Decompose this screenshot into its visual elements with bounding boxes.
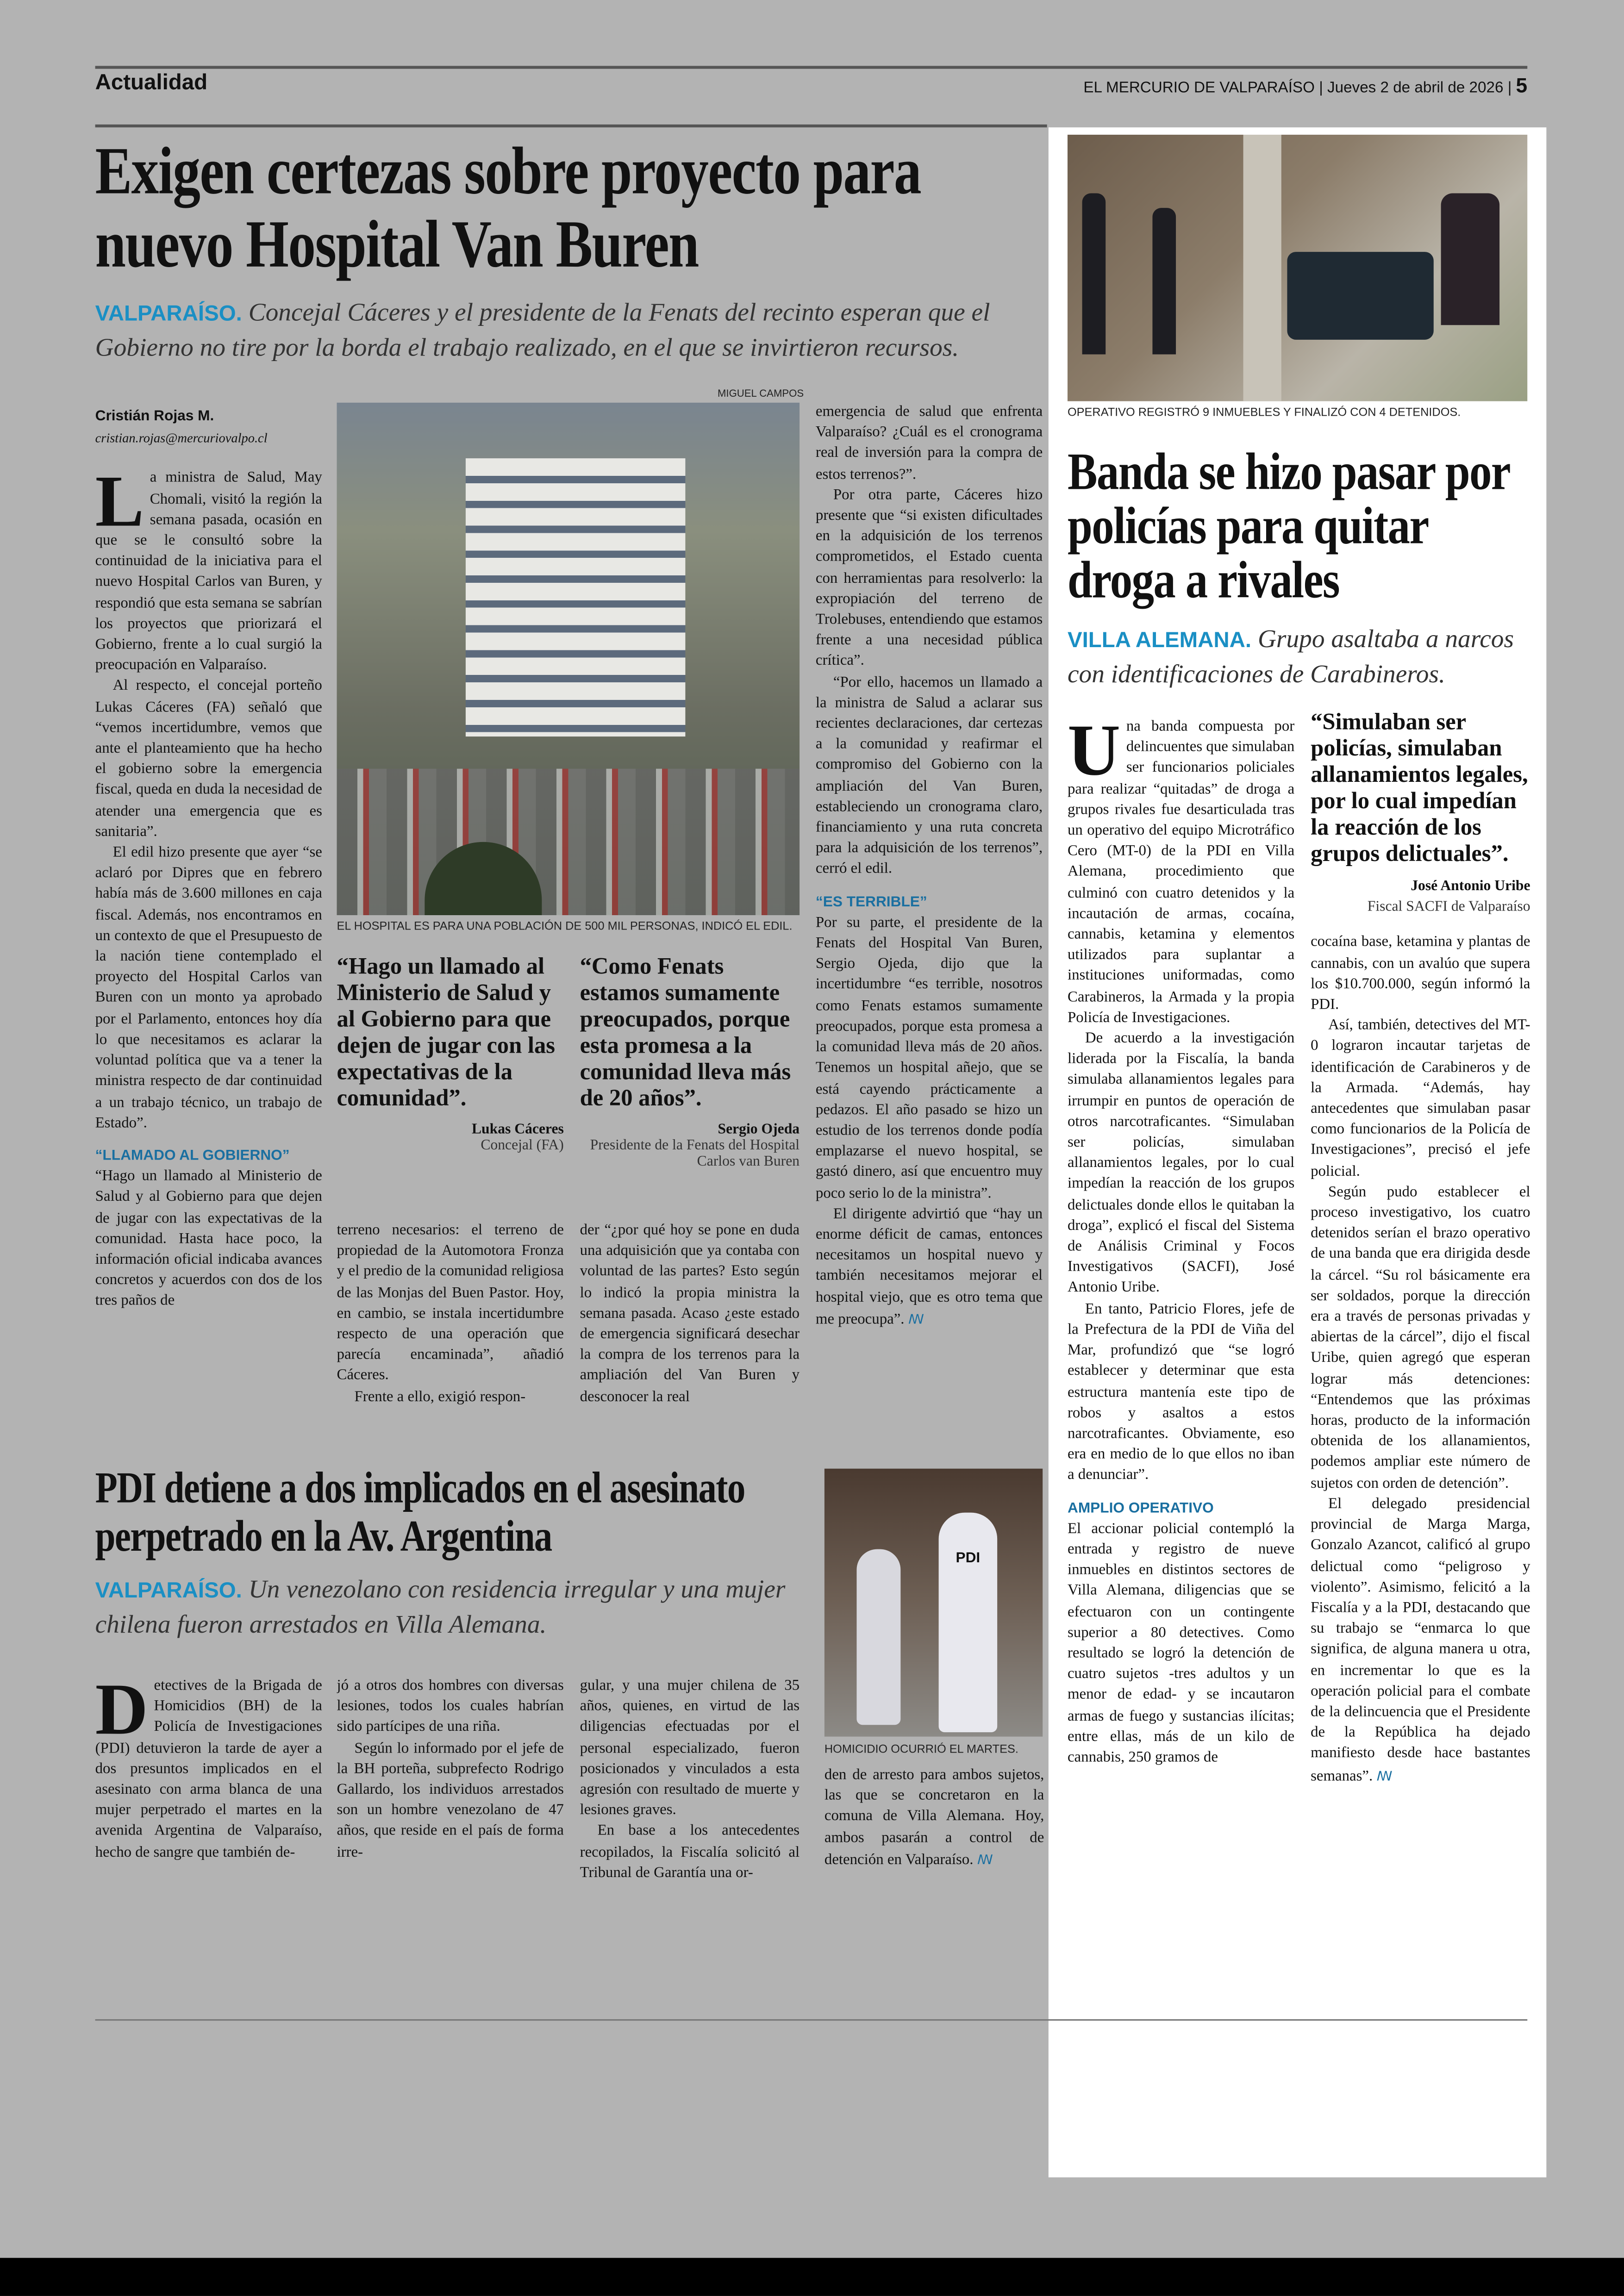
paragraph: Según lo informado por el jefe de la BH porteña, subprefecto Rodrigo Gallardo, los individuos arrestados son un hombre venezolano de 47 años, que reside en el país de forma irre- [337,1740,564,1861]
paragraph: Así, también, detectives del MT-0 lograron incautar tarjetas de identificación de Carabineros y de la Armada. “Además, hay antecedentes que simulaban pasar como funcionarios de la Policía de Investigaciones”, precisó el jefe policial. [1311,1018,1530,1180]
forensic-officer [856,1549,900,1725]
pull-quote-2 [580,955,800,1170]
main-deck-text: Concejal Cáceres y el presidente de la Fenats del recinto esperan que el Gobierno no tire por la borda el trabajo realizado, en el que se invirtieron recursos. [95,297,990,362]
quote-name: Lukas Cáceres [471,1122,564,1138]
paragraph: En tanto, Patricio Flores, jefe de la Prefectura de la PDI de Viña del Mar, profundizó que “se logró establecer y determinar que esta estructura mantenía este tipo de robos y asaltos a estos narcotraficantes. Obviamente, eso era en medio de lo que ellos no iban a denunciar”. [1067,1301,1295,1484]
utility-pole [1243,135,1281,401]
paragraph: De acuerdo a la investigación liderada por la Fiscalía, la banda simulaba allanamientos legales para irrumpir en puntos de operación de otros narcotraficantes. “Simulaban ser policías, simulaban allanamientos legales, por lo cual impedían la reacción de los grupos delictuales donde ellos le quitaban la droga”, explicó el fiscal del Sistema de Análisis Criminal y Focos Investigativos (SACFI), José Antonio Uribe. [1067,1031,1295,1297]
subheading: “LLAMADO AL GOBIERNO” [95,1148,290,1164]
subheading: AMPLIO OPERATIVO [1067,1500,1214,1516]
paragraph-text: den de arresto para ambos sujetos, las que se concretaron en la comuna de Villa Alemana. Hoy, ambos pasarán a control de detención en Valparaíso. [824,1767,1044,1868]
drop-cap: L [95,460,144,543]
paragraph [816,1204,1043,1331]
paragraph: gular, y una mujer chilena de 35 años, quienes, en virtud de las diligencias efectuadas por el personal especializado, fueron posicionados y vinculados a esta agresión con resultado de muerte y lesiones graves. [580,1678,800,1819]
author-email[interactable]: cristian.rojas@mercuriovalpo.cl [95,430,268,446]
bottom-column-3 [580,1677,800,1911]
paragraph: Por otra parte, Cáceres hizo presente que “si existen dificultades en la adquisición de los terrenos comprometidos, el Estado cuenta con herramientas para resolverlo: la expropiación del terreno de Trolebuses, entendiendo que estamos frente a una necesidad pública crítica”. [815,487,1043,670]
bottom-heading-block [95,1464,813,1641]
photo-caption: OPERATIVO REGISTRÓ 9 INMUEBLES Y FINALIZÓ CON 4 DETENIDOS. [1067,406,1461,419]
main-column-4 [816,403,1043,1442]
hospital-building [466,458,685,736]
hospital-photo [337,403,800,915]
paragraph: En base a los antecedentes recopilados, la Fiscalía solicitó al Tribunal de Garantía una or- [580,1823,800,1882]
paragraph: Frente a ello, exigió respon- [354,1389,526,1405]
quote-role: Concejal (FA) [481,1137,564,1154]
bottom-column-2 [337,1677,564,1911]
forensics-photo [824,1469,1043,1737]
paragraph: der “¿por qué hoy se pone en duda una adquisición que ya contaba con voluntad de las partes? Esto según lo indicó la propia ministra la semana pasada. Acaso ¿este estado de emergencia significará desechar la compra de los terrenos para la ampliación del Van Buren y desconocer la real [580,1223,800,1405]
side-deck [1068,622,1536,691]
side-column-1 [1068,718,1294,2182]
pull-quote-1 [337,955,564,1154]
bottom-deck [95,1572,813,1641]
photo-credit: MIGUEL CAMPOS [717,389,804,400]
paragraph-text: El delegado presidencial provincial de Marga Marga, Gonzalo Azancot, calificó al grupo delictual como “peligroso y violento”. Asimismo, felicitó a la Fiscalía y a la PDI, destacando que su trabajo se “enmarca lo que significa, de alguna manera u otra, en incrementar lo que es la operación policial para el combate de la delincuencia que el Presidente de la República ha dejado manifiesto desde hace bastantes semanas”. [1311,1496,1530,1784]
author: Cristián Rojas M. [95,408,214,425]
main-kicker: VALPARAÍSO. [95,301,242,327]
issue-date: Jueves 2 de abril de 2026 [1327,79,1504,97]
paragraph: terreno necesarios: el terreno de propiedad de la Automotora Fronza y el predio de la comunidad religiosa de las Monjas del Buen Pastor. Hoy, en cambio, se instala incertidumbre respecto de una operación que parecía encaminada”, añadió Cáceres. [337,1223,564,1385]
quote-name: José Antonio Uribe [1411,878,1530,895]
side-pull-quote [1311,710,1530,918]
bottom-column-1 [95,1677,322,1911]
page-number: 5 [1516,73,1528,97]
quote-text: “Como Fenats estamos sumamente preocupados, porque esta promesa a la comunidad lleva más de 20 años”. [580,955,791,1111]
parking-lot [337,769,800,915]
side-column-2 [1311,710,1530,2174]
side-headline: Banda se hizo pasar por policías para quitar droga a rivales [1067,442,1510,609]
forensic-officer [939,1513,998,1732]
side-heading-block [1067,442,1536,691]
end-mark-icon: ꟿ [977,1852,993,1867]
paragraph: El accionar policial contempló la entrada y registro de nueve inmuebles en distintos sectores de Villa Alemana, diligencias que se efectuaron con un contingente superior a 80 detectives. Como resultado se logró la detención de cuatro sujetos -tres adultos y un menor de edad- y se incautaron armas de fuego y sustancias ilícitas; entre ellas, más de un kilo de cannabis, 250 gramos de [1067,1521,1295,1766]
side-kicker: VILLA ALEMANA. [1067,628,1252,653]
photo-caption: EL HOSPITAL ES PARA UNA POBLACIÓN DE 500 MIL PERSONAS, INDICÓ EL EDIL. [337,919,793,933]
paragraph: Por su parte, el presidente de la Fenats del Hospital Van Buren, Sergio Ojeda, dijo que la incertidumbre “es terrible, nosotros como Fenats estamos sumamente preocupados, porque esta promesa a la comunidad lleva más de 20 años. Tenemos un hospital añejo, que se está cayendo prácticamente a pedazos. El año pasado se hizo un estudio de los terrenos donde podía emplazarse el nuevo hospital, se gastó dinero, así que encuentro muy poco serio lo de la ministra”. [815,915,1043,1202]
main-deck [95,296,1047,365]
quote-name: Sergio Ojeda [718,1122,800,1138]
subheading: “ES TERRIBLE” [815,894,927,911]
officer-figure [1152,208,1176,354]
bottom-deck-text: Un venezolano con residencia irregular y una mujer chilena fueron arrestados en Villa Alemana. [95,1574,786,1639]
bottom-column-4 [824,1766,1044,1912]
end-mark-icon: ꟿ [1376,1768,1393,1783]
quote-role: Presidente de la Fenats del Hospital Carlos van Buren [590,1137,800,1170]
main-column-2 [337,1221,564,1441]
paragraph-text: El dirigente advirtió que “hay un enorme déficit de camas, entonces necesitamos un hospital nuevo y también necesitamos mejorar el hospital viejo, que es otro tema que me preocupa”. [815,1206,1043,1328]
officer-figure [1082,193,1106,355]
quote-role: Fiscal SACFI de Valparaíso [1367,899,1530,916]
paragraph: emergencia de salud que enfrenta Valparaíso? ¿Cuál es el cronograma real de inversión para la compra de estos terrenos?”. [815,404,1043,483]
main-headline: Exigen certezas sobre proyecto para nuevo Hospital Van Buren [95,133,921,281]
paper-name: EL MERCURIO DE VALPARAÍSO [1083,79,1315,97]
drop-cap: U [1067,717,1121,791]
end-mark-icon: ꟿ [908,1311,924,1327]
quote-text: “Hago un llamado al Ministerio de Salud y al Gobierno para que dejen de jugar con las expectativas de la comunidad”. [337,955,556,1111]
main-column-3 [580,1221,800,1441]
photo-caption: HOMICIDIO OCURRIÓ EL MARTES. [824,1742,1018,1756]
officers-group [1441,193,1500,325]
paragraph: Al respecto, el concejal porteño Lukas Cáceres (FA) señaló que “vemos incertidumbre, vemos que ante el planteamiento que ha hecho el gobierno sobre la emergencia fiscal, queda en duda la necesidad de atender una emergencia que es sanitaria”. [95,678,322,841]
bottom-headline: PDI detiene a dos implicados en el asesinato perpetrado en la Av. Argentina [95,1464,745,1561]
suv-vehicle [1287,252,1433,340]
paragraph: a ministra de Salud, May Chomali, visitó la región la semana pasada, ocasión en que se le consultó sobre la continuidad de la iniciativa para el nuevo Hospital Carlos van Buren, y respondió que esta semana se sabrían los proyectos que priorizará el Gobierno, frente a lo cual surgió la preocupación en Valparaíso. [95,470,322,674]
pdi-label: PDI [956,1550,981,1567]
main-column-1 [95,407,322,1432]
paragraph: “Hago un llamado al Ministerio de Salud y al Gobierno para que dejen de jugar con las expectativas de la comunidad. Hasta hace poco, la información oficial indicaba avances concretos y acuerdos con dos de los tres paños de [95,1168,322,1310]
paragraph: El edil hizo presente que ayer “se aclaró por Dipres que en febrero había más de 3.600 millones en caja fiscal. Además, nos encontramos en un contexto de que el Presupuesto de la nación tiene contemplado el proyecto del Hospital Carlos van Buren con un monto ya aprobado por el Parlamento, entonces hoy día lo que necesitamos es aclarar la voluntad política que va a tener la ministra respecto de dar continuidad a un trabajo técnico, un trabajo de Estado”. [95,845,322,1132]
masthead-info: EL MERCURIO DE VALPARAÍSO | Jueves 2 de abril de 2026 | 5 [1083,73,1528,97]
section-label: Actualidad [95,70,208,95]
bottom-kicker: VALPARAÍSO. [95,1578,242,1603]
bottom-rule [95,2019,1528,2021]
drop-cap: D [95,1676,148,1750]
operation-photo [1068,135,1527,401]
top-rule [95,66,1528,69]
paragraph: etectives de la Brigada de Homicidios (BH) de la Policía de Investigaciones (PDI) detuvieron la tarde de ayer a dos presuntos implicados en el asesinato con arma blanca de una mujer perpetrado el martes en la avenida Argentina de Valparaíso, hecho de sangre que también de- [95,1678,322,1861]
footer-bar [0,2258,1624,2296]
paragraph [1311,1495,1530,1787]
paragraph: jó a otros dos hombres con diversas lesiones, todos los cuales habrían sido partícipes de una riña. [337,1678,564,1736]
paragraph: cocaína base, ketamina y plantas de cannabis, con un avalúo que supera los $10.700.000, según informó la PDI. [1311,935,1530,1013]
main-heading-block [95,135,1047,365]
paragraph: “Por ello, hacemos un llamado a la ministra de Salud a aclarar sus recientes declaraciones, dar certezas a la comunidad y reafirmar el compromiso del Gobierno con la ampliación del Van Buren, estableciendo un cronograma claro, financiamiento y una ruta concreta para la adquisición de los terrenos”, cerró el edil. [815,674,1043,878]
header-rule [95,125,1047,127]
paragraph: Según pudo establecer el proceso investigativo, los cuatro detenidos serían el brazo operativo de una banda que era dirigida desde la cárcel. “Su rol básicamente era ser soldados, porque la dirección era a través de personas privadas y abiertas de la cárcel”, dijo el fiscal Uribe, quien agregó que esperan lograr más detenciones: “Entendemos que las próximas horas, producto de la información obtenida de los allanamientos, podemos ampliar este número de sujetos con orden de detención”. [1311,1184,1530,1492]
quote-text: “Simulaban ser policías, simulaban allanamientos legales, por lo cual impedían la reacción de los grupos delictuales”. [1311,710,1528,867]
paragraph: na banda compuesta por delincuentes que simulaban ser funcionarios policiales para realizar “quitadas” de droga a grupos rivales fue desarticulada tras un operativo del equipo Microtráfico Cero (MT-0) de la PDI en Villa Alemana, procedimiento que culminó con cuatro detenidos y la incautación de armas, cocaína, cannabis, ketamina y elementos utilizados para suplantar a instituciones uniformadas, como Carabineros, la Armada y la propia Policía de Investigaciones. [1067,719,1295,1026]
side-deck-text: Grupo asaltaba a narcos con identificaciones de Carabineros. [1067,624,1514,688]
